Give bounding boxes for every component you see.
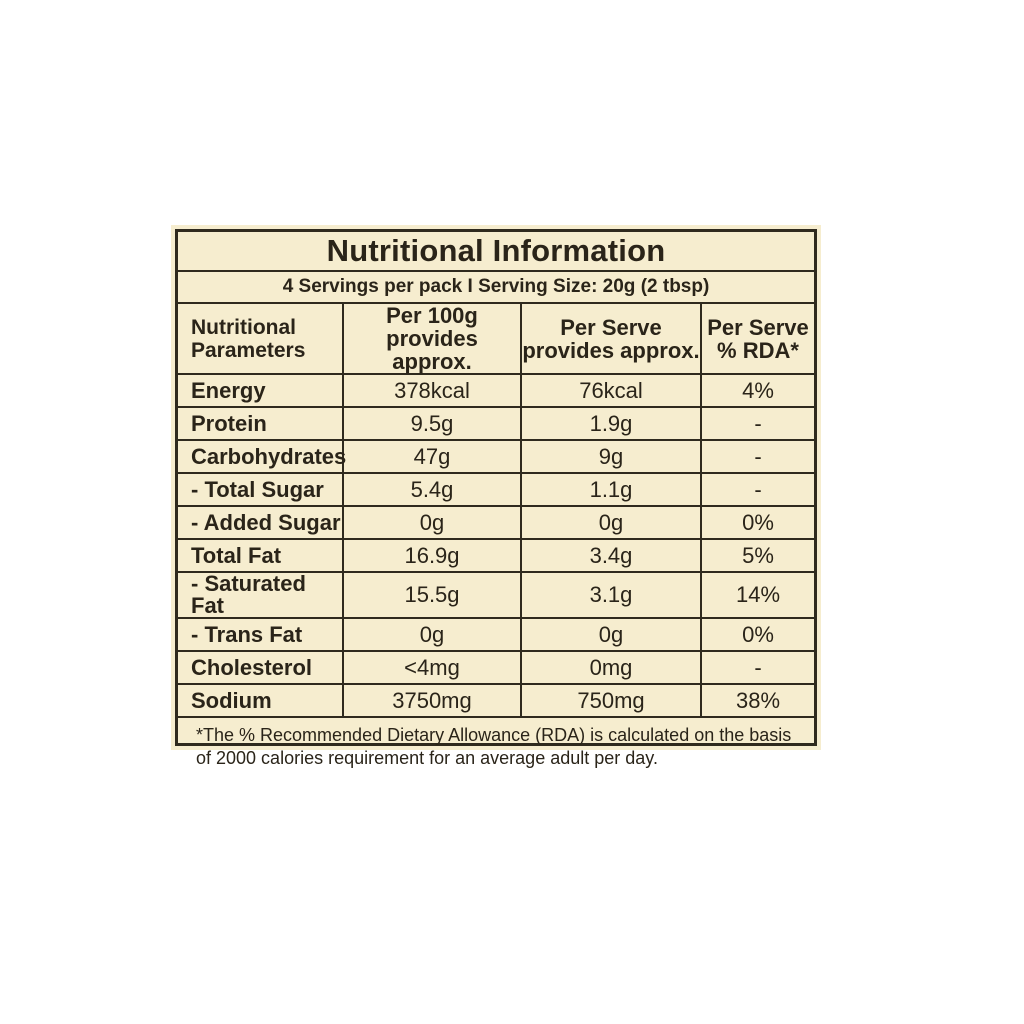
table-header-row [178,304,814,374]
table-row [178,440,814,473]
row-perserve: 0mg [521,651,701,684]
row-name: - Total Sugar [178,473,343,506]
row-perserve: 9g [521,440,701,473]
row-perserve: 750mg [521,684,701,717]
table-row [178,374,814,407]
nutrition-table [178,304,814,718]
header-param-line1: Nutritional [191,315,296,339]
row-perserve: 3.1g [521,572,701,618]
header-perserve-line1: Per Serve [560,314,662,340]
label-title: Nutritional Information [178,232,814,272]
row-name: - Trans Fat [178,618,343,651]
row-per100: 0g [343,506,521,539]
row-name: Sodium [178,684,343,717]
row-perserve: 1.9g [521,407,701,440]
header-per-100g [343,304,521,374]
row-rda: - [701,651,814,684]
header-per100-line1: Per 100g [386,303,478,328]
row-name: - Added Sugar [178,506,343,539]
row-perserve: 1.1g [521,473,701,506]
row-name: Total Fat [178,539,343,572]
row-per100: 3750mg [343,684,521,717]
row-rda: 0% [701,618,814,651]
row-per100: 47g [343,440,521,473]
table-row [178,684,814,717]
row-name: Cholesterol [178,651,343,684]
row-perserve: 76kcal [521,374,701,407]
header-param-line2: Parameters [191,338,306,362]
table-row [178,506,814,539]
header-rda-line1: Per Serve [707,314,809,340]
row-name: Protein [178,407,343,440]
table-row [178,407,814,440]
header-perserve-line2: provides approx. [522,337,700,363]
row-rda: - [701,473,814,506]
row-rda: - [701,440,814,473]
row-perserve: 0g [521,618,701,651]
table-row [178,651,814,684]
row-per100: <4mg [343,651,521,684]
row-per100: 5.4g [343,473,521,506]
header-per-serve [521,304,701,374]
table-row [178,572,814,618]
rda-footnote: *The % Recommended Dietary Allowance (RDA) is calculated on the basis of 2000 calories requirement for an average adult per day. [196,725,792,768]
row-per100: 378kcal [343,374,521,407]
table-row [178,473,814,506]
nutrition-label-frame [175,229,817,768]
row-rda: 4% [701,374,814,407]
header-rda-line2: % RDA* [717,337,799,363]
row-rda: 5% [701,539,814,572]
serving-info: 4 Servings per pack I Serving Size: 20g (2 tbsp) [178,272,814,304]
row-name: Energy [178,374,343,407]
nutrition-label [171,225,821,768]
row-name: Carbohydrates [178,440,343,473]
header-nutritional-parameters [178,304,343,374]
row-name: - Saturated Fat [178,572,343,618]
row-perserve: 0g [521,506,701,539]
row-rda: - [701,407,814,440]
row-rda: 14% [701,572,814,618]
row-per100: 9.5g [343,407,521,440]
header-rda [701,304,814,374]
table-row [178,539,814,572]
row-per100: 15.5g [343,572,521,618]
row-per100: 16.9g [343,539,521,572]
table-row [178,618,814,651]
row-rda: 38% [701,684,814,717]
row-rda: 0% [701,506,814,539]
header-per100-line2: provides approx. [386,326,478,374]
row-per100: 0g [343,618,521,651]
row-perserve: 3.4g [521,539,701,572]
